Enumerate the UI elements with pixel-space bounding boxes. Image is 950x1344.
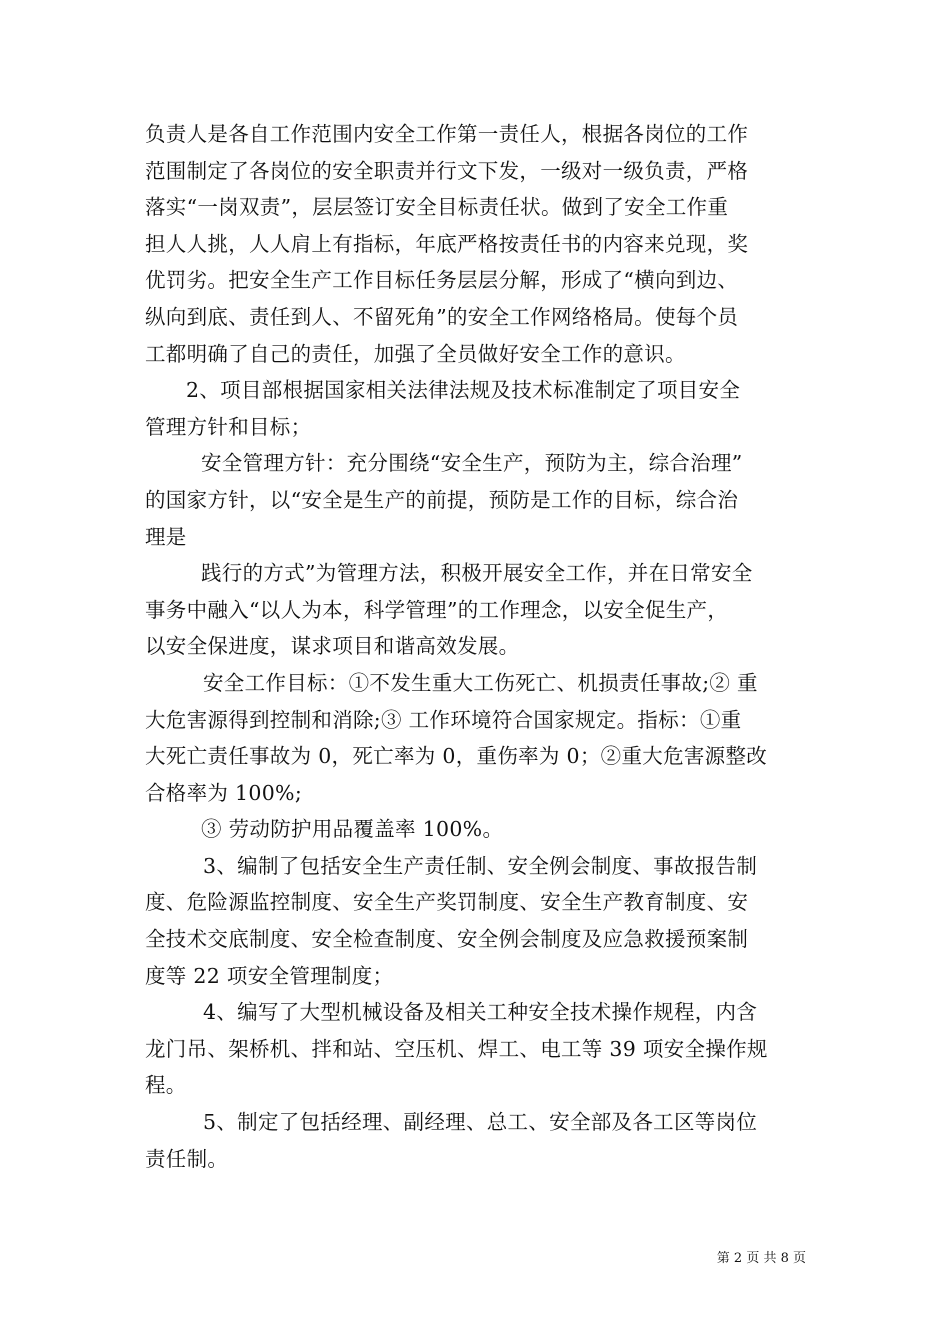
text-line: 负责人是各自工作范围内安全工作第一责任人，根据各岗位的工作	[145, 122, 749, 146]
text-line: 度等 22 项安全管理制度；	[145, 963, 394, 988]
text-line: 管理方针和目标；	[145, 414, 312, 439]
text-line: 安全管理方针：充分围绕“安全生产，预防为主，综合治理”	[201, 451, 743, 476]
text-line: 大危害源得到控制和消除;③ 工作环境符合国家规定。指标：①重	[145, 707, 742, 732]
text-line: 责任制。	[145, 1146, 229, 1171]
text-line: 范围制定了各岗位的安全职责并行文下发，一级对一级负责，严格	[145, 158, 749, 183]
text-line: 3、编制了包括安全生产责任制、安全例会制度、事故报告制	[203, 853, 758, 878]
page-number: 第 2 页 共 8 页	[716, 1251, 806, 1266]
text-line: 安全工作目标：①不发生重大工伤死亡、机损责任事故;② 重	[203, 670, 758, 695]
text-line: 2、项目部根据国家相关法律法规及技术标准制定了项目安全	[186, 378, 741, 403]
text-line: 大死亡责任事故为 0，死亡率为 0，重伤率为 0；②重大危害源整改	[145, 744, 768, 769]
text-line: 落实“一岗双责”，层层签订安全目标责任状。做到了安全工作重	[145, 195, 729, 220]
text-line: 4、编写了大型机械设备及相关工种安全技术操作规程，内含	[203, 1000, 758, 1025]
text-line: 担人人挑，人人肩上有指标，年底严格按责任书的内容来兑现，奖	[145, 231, 749, 256]
text-line: 的国家方针，以“安全是生产的前提，预防是工作的目标，综合治	[145, 487, 739, 512]
text-line: 龙门吊、架桥机、拌和站、空压机、焊工、电工等 39 项安全操作规	[145, 1036, 768, 1061]
text-line: ③ 劳动防护用品覆盖率 100%。	[201, 817, 504, 842]
text-line: 以安全保进度，谋求项目和谐高效发展。	[145, 634, 520, 659]
text-line: 全技术交底制度、安全检查制度、安全例会制度及应急救援预案制	[145, 927, 749, 952]
text-line: 优罚劣。把安全生产工作目标任务层层分解，形成了“横向到边、	[145, 268, 739, 293]
document-text	[145, 116, 810, 1177]
text-line: 事务中融入“以人为本，科学管理”的工作理念，以安全促生产，	[145, 597, 729, 622]
text-line: 合格率为 100%;	[145, 780, 303, 805]
text-line: 工都明确了自己的责任，加强了全员做好安全工作的意识。	[145, 341, 686, 366]
text-line: 理是	[145, 524, 187, 549]
text-line: 5、制定了包括经理、副经理、总工、安全部及各工区等岗位	[203, 1110, 758, 1135]
document-body	[145, 116, 810, 1177]
text-line: 践行的方式”为管理方法，积极开展安全工作，并在日常安全	[201, 561, 753, 586]
text-line: 程。	[145, 1073, 187, 1098]
text-line: 度、危险源监控制度、安全生产奖罚制度、安全生产教育制度、安	[145, 890, 749, 915]
text-line: 纵向到底、责任到人、不留死角”的安全工作网络格局。使每个员	[145, 304, 739, 329]
